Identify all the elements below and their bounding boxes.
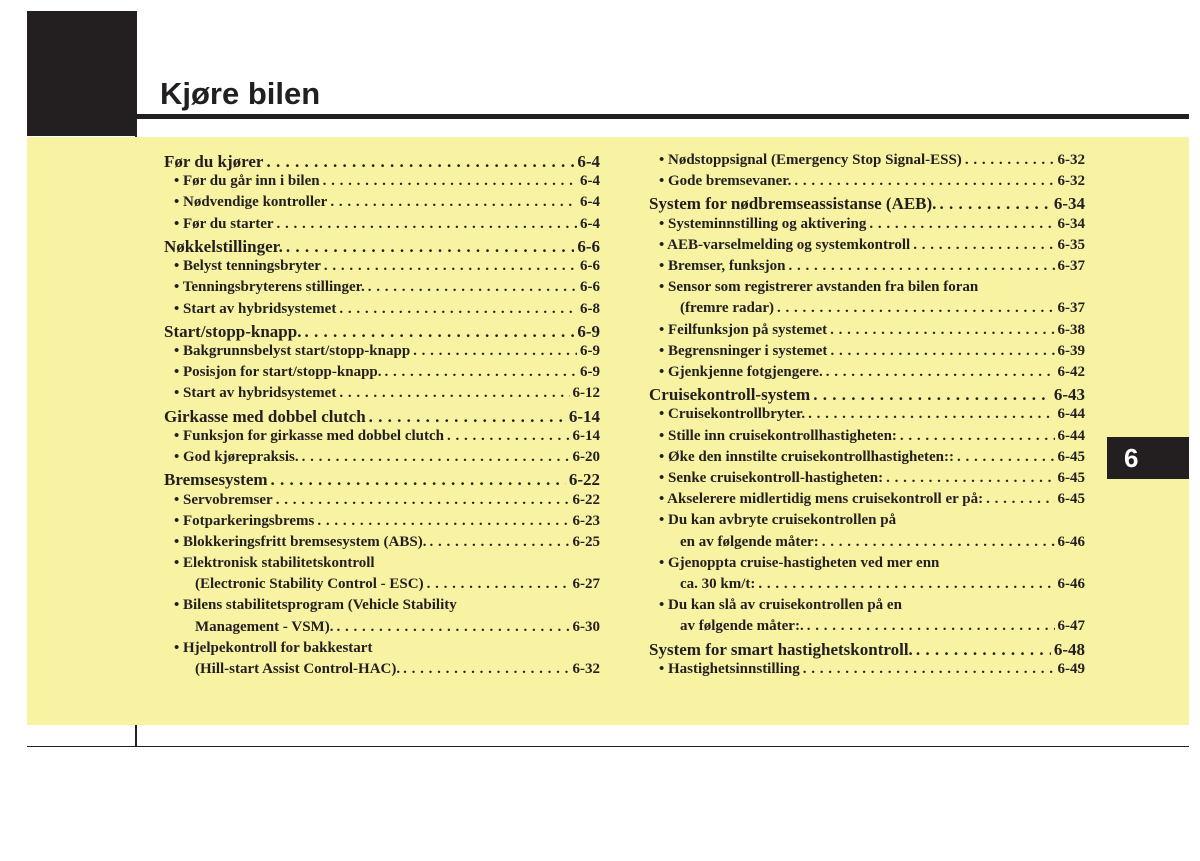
toc-entry-text: • Start av hybridsystemet [174,300,337,317]
dot-leader [403,661,569,678]
toc-page-number: 6-46 [1057,533,1085,550]
toc-entry-text: • Hjelpekontroll for bakkestart [174,639,373,656]
toc-entry[interactable] [164,492,600,513]
toc-column-right [649,152,1085,682]
toc-entry[interactable] [164,173,600,194]
dot-leader [286,237,574,257]
toc-entry-text: • Hastighetsinnstilling [659,660,800,677]
toc-entry-text: • Bilens stabilitetsprogram (Vehicle Stability [174,597,457,614]
dot-leader [913,237,1054,254]
dot-leader [323,173,577,190]
toc-entry-text: • Funksjon for girkasse med dobbel clutch [174,427,445,444]
toc-entry-text: • Øke den innstilte cruisekontrollhastigheten:: [659,448,954,465]
toc-entry[interactable] [164,258,600,279]
toc-entry-text: (Hill-start Assist Control-HAC). [195,661,401,678]
toc-entry[interactable] [649,173,1085,194]
toc-entry-text: • Bakgrunnsbelyst start/stopp-knapp [174,343,411,360]
toc-page-number: 6-4 [580,215,600,232]
dot-leader [830,322,1054,339]
toc-column-left [164,152,600,682]
toc-entry-text: • Cruisekontrollbryter. [659,406,806,423]
toc-page-number: 6-6 [577,236,600,256]
toc-page-number: 6-32 [1057,173,1085,190]
dot-leader [427,576,570,593]
toc-page-number: 6-4 [577,152,600,171]
toc-page-number: 6-35 [1057,236,1085,253]
dot-leader [900,428,1055,445]
toc-entry-text: Management - VSM). [195,618,334,635]
toc-section-entry[interactable] [164,407,600,428]
toc-entry[interactable] [164,555,600,576]
dot-leader [957,449,1055,466]
toc-entry[interactable] [649,406,1085,427]
toc-page-number: 6-37 [1057,300,1085,317]
toc-entry[interactable] [164,640,600,661]
toc-page-number: 6-46 [1057,575,1085,592]
toc-page-number: 6-48 [1053,639,1085,659]
toc-entry[interactable] [649,576,1085,597]
toc-page-number: 6-9 [577,321,600,341]
toc-page-number: 6-38 [1057,321,1085,338]
toc-section-entry[interactable] [164,322,600,343]
toc-page-number: 6-44 [1057,427,1085,444]
toc-page-number: 6-45 [1057,470,1085,487]
toc-entry-text: • Elektronisk stabilitetskontroll [174,555,375,572]
toc-entry[interactable] [649,364,1085,385]
toc-page-number: 6-6 [580,279,600,296]
dot-leader [330,194,577,211]
toc-entry-text: • Før du går inn i bilen [174,173,320,190]
dot-leader [413,343,577,360]
dot-leader [429,534,569,551]
dot-leader [447,428,569,445]
dot-leader [271,470,566,490]
toc-page-number: 6-12 [572,385,600,402]
toc-entry[interactable] [649,216,1085,237]
toc-page-number: 6-44 [1057,406,1085,423]
toc-entry[interactable] [164,534,600,555]
toc-entry-text: • Akselerere midlertidig mens cruisekontroll er på: [659,491,984,508]
toc-page-number: 6-47 [1057,618,1085,635]
toc-page-number: 6-23 [572,512,600,529]
toc-entry-text: av følgende måter:. [680,618,804,635]
toc-page-number: 6-45 [1057,491,1085,508]
toc-entry-text: Nøkkelstillinger. [164,236,283,256]
toc-entry-text: • Du kan slå av cruisekontrollen på en [659,597,902,614]
toc-entry-text: Cruisekontroll-system [649,385,811,405]
toc-page-number: 6-4 [580,194,600,211]
toc-page-number: 6-14 [568,406,600,426]
dot-leader [794,173,1054,190]
toc-entry[interactable] [164,301,600,322]
toc-entry[interactable] [649,258,1085,279]
toc-section-entry[interactable] [164,237,600,258]
toc-page-number: 6-14 [572,427,600,444]
toc-entry[interactable] [649,491,1085,512]
toc-entry-text: • Posisjon for start/stopp-knapp. [174,364,382,381]
toc-entry[interactable] [164,279,600,300]
dot-leader [339,385,569,402]
dot-leader [336,619,569,636]
dot-leader [777,300,1055,317]
toc-entry-text: • Gode bremsevaner. [659,173,792,190]
toc-page-number: 6-34 [1057,215,1085,232]
toc-page-number: 6-45 [1057,448,1085,465]
toc-entry-text: (Electronic Stability Control - ESC) [195,576,424,593]
dot-leader [277,216,577,233]
toc-entry-text: Girkasse med dobbel clutch [164,406,366,426]
toc-page-number: 6-42 [1057,363,1085,380]
toc-page-number: 6-22 [568,470,600,490]
toc-entry-text: • Feilfunksjon på systemet [659,321,828,338]
toc-page-number: 6-37 [1057,258,1085,275]
toc-page-number: 6-25 [572,533,600,550]
toc-entry[interactable] [164,385,600,406]
toc-page-number: 6-9 [580,364,600,381]
toc-entry[interactable] [649,237,1085,258]
dot-leader [916,640,1051,660]
toc-entry-text: • Gjenkjenne fotgjengere. [659,363,823,380]
dot-leader [939,194,1050,214]
dot-leader [986,491,1054,508]
toc-entry[interactable] [164,194,600,215]
toc-page-number: 6-4 [580,173,600,190]
dot-leader [368,279,577,296]
dot-leader [339,301,577,318]
toc-entry[interactable] [649,661,1085,682]
toc-entry[interactable] [649,279,1085,300]
toc-entry-text: • Fotparkeringsbrems [174,512,315,529]
dot-leader [317,513,569,530]
toc-entry[interactable] [164,619,600,640]
toc-entry-text: • God kjørepraksis. [174,449,299,466]
toc-entry[interactable] [164,513,600,534]
toc-entry-text: • AEB-varselmelding og systemkontroll [659,236,911,253]
dot-leader [813,385,1051,405]
header-black-block [27,11,137,136]
toc-entry[interactable] [164,216,600,237]
toc-entry[interactable] [649,618,1085,639]
toc-entry[interactable] [164,661,600,682]
toc-page-number: 6-49 [1057,660,1085,677]
toc-entry-text: • Servobremser [174,491,273,508]
dot-leader [302,449,570,466]
toc-page-number: 6-43 [1053,385,1085,405]
dot-leader [369,407,566,427]
toc-entry-text: Bremsesystem [164,470,268,490]
toc-entry[interactable] [649,470,1085,491]
toc-entry[interactable] [649,428,1085,449]
toc-entry[interactable] [164,364,600,385]
dot-leader [830,343,1054,360]
toc-entry-text: • Belyst tenningsbryter [174,258,321,275]
dot-leader [789,258,1055,275]
toc-entry-text: System for nødbremseassistanse (AEB). [649,194,937,214]
toc-page-number: 6-32 [572,661,600,678]
toc-entry-text: (fremre radar) [680,300,774,317]
toc-entry-text: • Tenningsbryterens stillinger. [174,279,365,296]
toc-page-number: 6-27 [572,576,600,593]
toc-entry-text: • Sensor som registrerer avstanden fra bilen foran [659,279,979,296]
toc-page-number: 6-20 [572,449,600,466]
toc-entry-text: • Systeminnstilling og aktivering [659,215,867,232]
toc-entry-text: • Start av hybridsystemet [174,385,337,402]
dot-leader [808,406,1054,423]
toc-entry-text: Før du kjører [164,152,264,171]
toc-entry-text: • Blokkeringsfritt bremsesystem (ABS). [174,533,427,550]
dot-leader [822,534,1055,551]
toc-entry[interactable] [164,428,600,449]
toc-entry[interactable] [164,343,600,364]
toc-entry-text: System for smart hastighetskontroll. [649,639,913,659]
toc-entry-text: • Gjenoppta cruise-hastigheten ved mer enn [659,554,940,571]
toc-entry-text: • Nødstoppsignal (Emergency Stop Signal-ESS) [659,152,962,168]
dot-leader [803,661,1055,678]
dot-leader [758,576,1054,593]
dot-leader [886,470,1054,487]
toc-entry[interactable] [649,555,1085,576]
toc-entry[interactable] [649,152,1085,173]
toc-page-number: 6-30 [572,618,600,635]
dot-leader [807,618,1055,635]
toc-section-entry[interactable] [164,152,600,173]
toc-entry[interactable] [649,300,1085,321]
dot-leader [385,364,577,381]
toc-entry[interactable] [649,322,1085,343]
bottom-rule [27,746,1189,747]
page-title: Kjøre bilen [160,76,321,111]
toc-entry-text: • Nødvendige kontroller [174,194,328,211]
chapter-tab[interactable]: 6 [1107,437,1189,479]
toc-entry[interactable] [164,449,600,470]
toc-entry-text: ca. 30 km/t: [680,575,756,592]
toc-entry-text: • Bremser, funksjon [659,258,786,275]
dot-leader [276,492,570,509]
dot-leader [266,152,574,172]
toc-section-entry[interactable] [649,385,1085,406]
toc-entry[interactable] [649,512,1085,533]
toc-entry-text: • Begrensninger i systemet [659,342,828,359]
title-rule [137,114,1189,119]
toc-page-number: 6-32 [1057,152,1085,168]
toc-page-number: 6-9 [580,343,600,360]
toc-page-number: 6-34 [1053,194,1085,214]
toc-page-number: 6-6 [580,258,600,275]
toc-entry-text: • Før du starter [174,215,274,232]
toc-entry-text: • Senke cruisekontroll-hastigheten: [659,470,884,487]
toc-entry[interactable] [649,343,1085,364]
toc-entry-text: en av følgende måter: [680,533,819,550]
toc-entry[interactable] [164,576,600,597]
toc-entry[interactable] [649,449,1085,470]
toc-entry-text: • Du kan avbryte cruisekontrollen på [659,512,897,529]
toc-page-number: 6-8 [580,300,600,317]
toc-entry[interactable] [649,534,1085,555]
toc-section-entry[interactable] [649,640,1085,661]
toc-section-entry[interactable] [649,194,1085,215]
toc-page-number: 6-39 [1057,342,1085,359]
toc-section-entry[interactable] [164,470,600,491]
dot-leader [869,216,1054,233]
toc-page-number: 6-22 [572,491,600,508]
toc-entry-text: Start/stopp-knapp. [164,321,302,341]
dot-leader [304,322,574,342]
toc-entry[interactable] [649,597,1085,618]
dot-leader [826,364,1055,381]
dot-leader [965,152,1055,169]
toc-entry-text: • Stille inn cruisekontrollhastigheten: [659,427,897,444]
dot-leader [324,258,577,275]
toc-entry[interactable] [164,597,600,618]
